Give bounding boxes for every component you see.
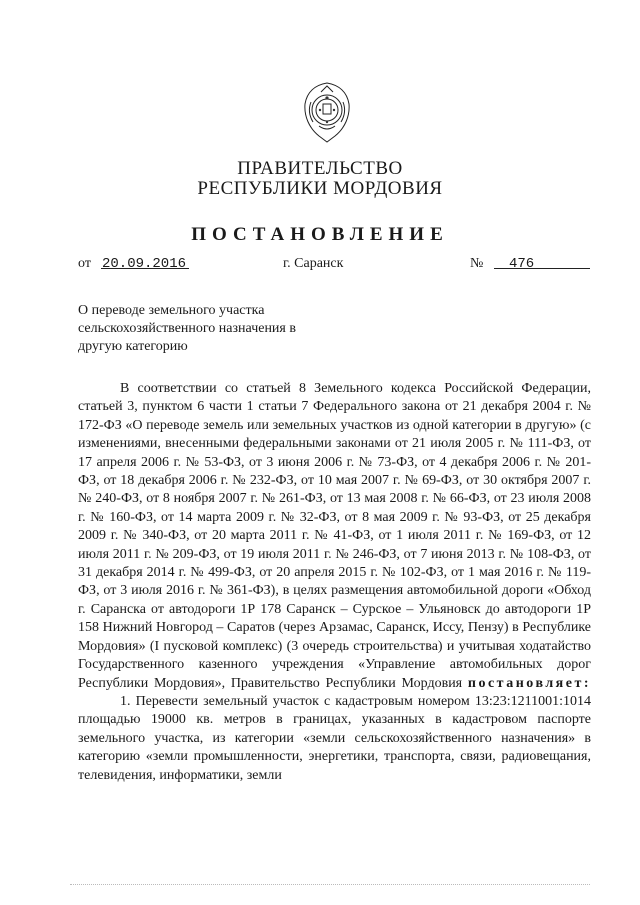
date-underline (101, 268, 189, 269)
number-underline (494, 268, 590, 269)
scan-edge-noise (70, 884, 590, 885)
document-number: 476 (509, 256, 535, 272)
resolves-keyword: постановляет: (467, 675, 592, 691)
document-date: 20.09.2016 (102, 256, 187, 272)
subject-line: другую категорию (78, 339, 188, 354)
subject-line: О переводе земельного участка (78, 303, 265, 318)
document-type-title: ПОСТАНОВЛЕНИЕ (191, 224, 449, 245)
document-body (78, 380, 591, 785)
subject-line: сельскохозяйственного назначения в (78, 321, 296, 336)
number-prefix: № (470, 256, 484, 271)
preamble-paragraph (78, 380, 591, 693)
city-name: г. Саранск (283, 256, 344, 271)
date-prefix: от (78, 256, 91, 271)
document-subject (78, 302, 338, 356)
government-title-line2: РЕСПУБЛИКИ МОРДОВИЯ (197, 178, 443, 199)
coat-of-arms-emblem (301, 82, 353, 144)
preamble-text: В соответствии со статьей 8 Земельного кодекса Российской Федерации, статьей 3, пунктом 6 части 1 статьи 7 Федерального закона от 21 декабря 2004 г. № 172-ФЗ «О переводе земель или земельных участков из одной категории в другую» (с изменениями, внесенными федеральными законами от 21 июля 2005 г. № 111-ФЗ, от 17 апреля 2006 г. № 53-ФЗ, от 3 июня 2006 г. № 73-ФЗ, от 4 декабря 2006 г. № 201-ФЗ, от 18 декабря 2006 г. № 232-ФЗ, от 10 мая 2007 г. № 69-ФЗ, от 30 октября 2007 г. № 240-ФЗ, от 8 ноября 2007 г. № 261-ФЗ, от 13 мая 2008 г. № 66-ФЗ, от 23 июля 2008 г. № 160-ФЗ, от 14 марта 2009 г. № 32-ФЗ, от 8 мая 2009 г. № 93-ФЗ, от 25 декабря 2009 г. № 340-ФЗ, от 20 марта 2011 г. № 41-ФЗ, от 1 июля 2011 г. № 169-ФЗ, от 12 июля 2011 г. № 209-ФЗ, от 19 июля 2011 г. № 246-ФЗ, от 7 июня 2013 г. № 108-ФЗ, от 31 декабря 2014 г. № 499-ФЗ, от 20 апреля 2015 г. № 102-ФЗ, от 1 мая 2016 г. № 119-ФЗ, от 3 июля 2016 г. № 361-ФЗ), в целях размещения автомобильной дороги «Обход г. Саранска от автодороги 1Р 178 Саранск – Сурское – Ульяновск до автодороги 1Р 158 Нижний Новгород – Саратов (через Арзамас, Саранск, Иссу, Пензу) в Республике Мордовия» (I пусковой комплекс) (3 очередь строительства) и учитывая ходатайство Государственного казенного учреждения «Управление автомобильных дорог Республики Мордовия», Правительство Республики Мордовия (78, 381, 591, 691)
government-title-line1: ПРАВИТЕЛЬСТВО (237, 158, 403, 179)
item-1-paragraph: 1. Перевести земельный участок с кадастровым номером 13:23:1211001:1014 площадью 19000 кв. метров в границах, указанных в кадастровом паспорте земельного участка, из категории «земли сельскохозяйственного назначения» в категорию «земли промышленности, энергетики, транспорта, связи, радиовещания, телевидения, информатики, земли (78, 693, 591, 783)
